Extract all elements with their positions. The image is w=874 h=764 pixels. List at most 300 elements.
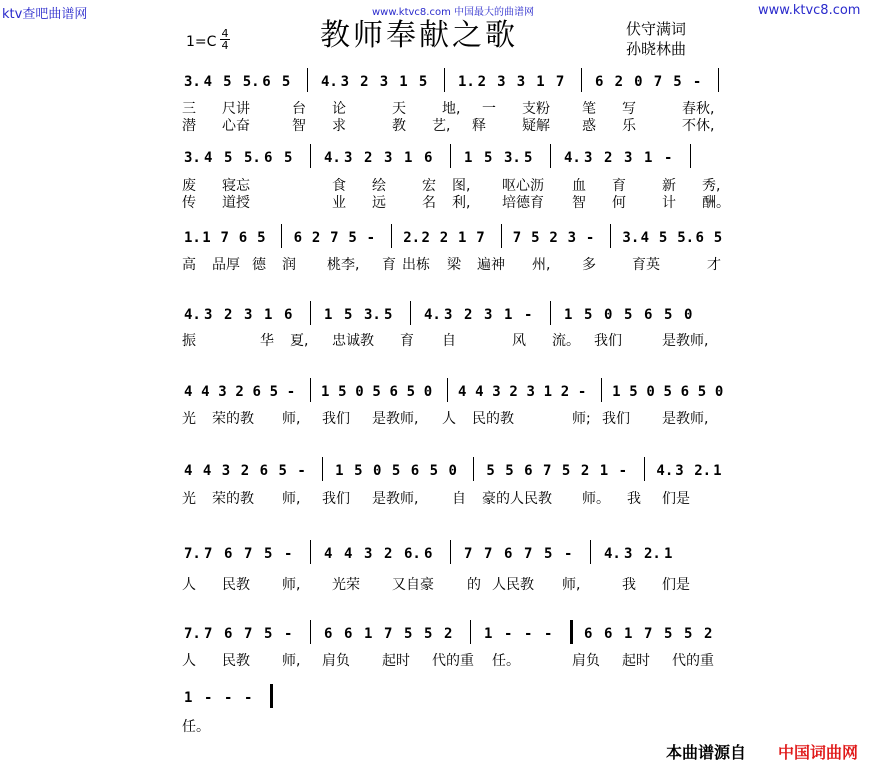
- lyric-word: 民教: [222, 653, 250, 669]
- note: -: [297, 463, 306, 479]
- note: 3: [584, 150, 593, 166]
- note: 5.: [677, 230, 695, 246]
- note: 5: [418, 74, 428, 90]
- lyric-line: [178, 716, 738, 734]
- footer-site-name: 中国词曲网: [778, 743, 859, 762]
- note: -: [577, 384, 587, 400]
- note: 3: [484, 307, 493, 323]
- lyric-word: 我们: [322, 491, 350, 507]
- note: 3: [624, 150, 633, 166]
- barline: [310, 144, 311, 168]
- note: 1: [404, 150, 413, 166]
- lyric-word: 出栋: [402, 257, 430, 273]
- note: 1: [543, 384, 553, 400]
- barline: [310, 620, 311, 644]
- note: 2: [364, 150, 373, 166]
- note: 1: [184, 690, 193, 706]
- song-title: 教师奉献之歌: [320, 18, 518, 53]
- lyric-word: 智: [572, 195, 586, 211]
- lyric-line: [178, 192, 738, 210]
- note: 7: [204, 626, 213, 642]
- lyric-word: 我们: [602, 411, 630, 427]
- lyric-word: 寝忘: [222, 178, 250, 194]
- lyric-word: 利,: [452, 195, 471, 211]
- barline: [447, 378, 448, 402]
- lyric-word: 师,: [282, 411, 301, 427]
- note: 6: [238, 230, 248, 246]
- note: 2: [360, 74, 369, 90]
- note: 7: [484, 546, 493, 562]
- note: 2: [477, 74, 486, 90]
- watermark-right: www.ktvc8.com: [758, 3, 861, 18]
- lyric-word: 春秋,: [682, 101, 715, 117]
- lyric-word: 酬。: [702, 195, 730, 211]
- lyric-line: [178, 98, 738, 116]
- note: 6: [224, 626, 233, 642]
- lyric-word: 尺讲: [222, 101, 250, 117]
- lyric-word: 艺,: [432, 118, 451, 134]
- note: 7: [524, 546, 533, 562]
- lyric-word: 肩负: [322, 653, 350, 669]
- note: 7.: [184, 626, 201, 642]
- note: 4.: [604, 546, 621, 562]
- lyric-word: 人民教: [492, 577, 534, 593]
- note: 0: [604, 307, 613, 323]
- note: 1: [536, 74, 545, 90]
- lyric-word: 代的重: [432, 653, 474, 669]
- lyric-word: 智: [292, 118, 306, 134]
- lyric-word: 食: [332, 178, 346, 194]
- note: 4.: [321, 74, 338, 90]
- note: 1.: [458, 74, 475, 90]
- barline: [581, 68, 582, 92]
- lyric-word: 远: [372, 195, 386, 211]
- lyric-word: 宏: [422, 178, 436, 194]
- lyric-word: 育: [382, 257, 396, 273]
- note: 3: [526, 384, 535, 400]
- note: 2.: [694, 463, 712, 479]
- note: 3: [444, 307, 453, 323]
- lyric-word: 求: [332, 118, 346, 134]
- note: -: [524, 626, 533, 642]
- note: 2: [444, 626, 453, 642]
- note: 1.: [184, 230, 201, 246]
- note: 3: [492, 384, 501, 400]
- lyric-word: 培德育: [502, 195, 544, 211]
- lyric-word: 任。: [182, 719, 210, 735]
- note: 3.: [504, 150, 521, 166]
- note: 5: [223, 74, 232, 90]
- note: 5: [584, 307, 593, 323]
- note: 1: [335, 463, 344, 479]
- barline: [501, 224, 502, 248]
- lyric-word: 血: [572, 178, 586, 194]
- note: 3: [624, 546, 633, 562]
- lyric-word: 笔: [582, 101, 596, 117]
- barline: [322, 457, 323, 481]
- note: 5: [269, 384, 279, 400]
- note: 5: [664, 626, 673, 642]
- lyric-word: 们是: [662, 491, 690, 507]
- note: 5: [264, 626, 273, 642]
- note: 2: [439, 230, 449, 246]
- note: 4: [475, 384, 484, 400]
- note: 4: [204, 150, 213, 166]
- note: -: [286, 384, 296, 400]
- lyric-word: 忠诚教: [332, 333, 374, 349]
- lyric-line: [178, 408, 738, 426]
- note: 2: [549, 230, 558, 246]
- note: 3: [567, 230, 577, 246]
- note: -: [224, 690, 233, 706]
- lyric-word: 夏,: [290, 333, 309, 349]
- note: 5: [354, 463, 363, 479]
- note: -: [524, 307, 533, 323]
- lyric-word: 豪的人民教: [482, 491, 552, 507]
- lyric-word: 多: [582, 257, 596, 273]
- note: 5: [384, 307, 393, 323]
- lyric-word: 荣的教: [212, 491, 254, 507]
- note: 2.: [644, 546, 661, 562]
- lyric-word: 一: [482, 101, 496, 117]
- note: 6: [695, 230, 704, 246]
- note: -: [664, 150, 673, 166]
- note: 4: [184, 463, 193, 479]
- note: 5: [284, 150, 293, 166]
- note: 3: [344, 150, 353, 166]
- note: 0: [423, 384, 433, 400]
- note: 6: [595, 74, 604, 90]
- lyric-word: 遍神: [477, 257, 505, 273]
- lyric-word: 流。: [552, 333, 580, 349]
- note: 1: [664, 546, 673, 562]
- note: 3: [364, 546, 373, 562]
- note: 6.: [404, 546, 421, 562]
- note: 5: [524, 150, 533, 166]
- note: 1: [612, 384, 621, 400]
- lyric-word: 高: [182, 257, 196, 273]
- lyric-word: 桃李,: [327, 257, 360, 273]
- note: 3: [221, 463, 231, 479]
- note: 2: [704, 626, 713, 642]
- lyric-word: 呕心沥: [502, 178, 544, 194]
- lyric-word: 光荣: [332, 577, 360, 593]
- note: 5: [624, 307, 633, 323]
- note: -: [204, 690, 213, 706]
- note: 1: [458, 230, 467, 246]
- note: 6: [252, 384, 261, 400]
- key-signature: 1=C: [186, 34, 217, 50]
- note: 5: [697, 384, 707, 400]
- note: -: [564, 546, 573, 562]
- note: 5: [391, 463, 401, 479]
- barline: [310, 540, 311, 564]
- barline: [470, 620, 471, 644]
- lyric-word: 华: [260, 333, 274, 349]
- note: 7: [653, 74, 663, 90]
- note: 5: [486, 463, 495, 479]
- lyric-word: 师。: [582, 491, 610, 507]
- note: 3: [516, 74, 526, 90]
- lyric-word: 起时: [622, 653, 650, 669]
- barline: [610, 224, 611, 248]
- lyric-word: 德: [252, 257, 266, 273]
- note: 2: [614, 74, 623, 90]
- note: 6: [524, 463, 533, 479]
- note: 5: [278, 463, 287, 479]
- lyric-word: 师,: [562, 577, 581, 593]
- barline: [444, 68, 445, 92]
- lyric-word: 不休,: [682, 118, 715, 134]
- barline: [690, 144, 691, 168]
- note: 7: [204, 546, 213, 562]
- note: 1: [504, 307, 513, 323]
- lyric-word: 们是: [662, 577, 690, 593]
- lyric-word: 梁: [447, 257, 461, 273]
- lyric-word: 论: [332, 101, 346, 117]
- note: 4: [202, 463, 212, 479]
- note: 3.: [184, 74, 201, 90]
- note: 7: [555, 74, 565, 90]
- note: 2.: [403, 230, 421, 246]
- lyric-line: [178, 650, 738, 668]
- lyric-word: 惑: [582, 118, 596, 134]
- footer-source-label: 本曲谱源自: [666, 743, 747, 762]
- note: 5: [505, 463, 514, 479]
- note: 6: [284, 307, 293, 323]
- note: 0: [646, 384, 655, 400]
- lyric-word: 我: [622, 577, 636, 593]
- composer-credit: 孙晓林曲: [626, 40, 687, 58]
- lyric-word: 新: [662, 178, 676, 194]
- lyric-word: 民教: [222, 577, 250, 593]
- notation-row: [178, 307, 738, 327]
- note: 3.: [184, 150, 201, 166]
- note: 5.: [242, 74, 260, 90]
- note: 6: [389, 384, 398, 400]
- note: 6: [424, 546, 433, 562]
- lyric-word: 荣的教: [212, 411, 254, 427]
- lyric-word: 地,: [442, 101, 461, 117]
- note: 5: [372, 384, 381, 400]
- lyric-word: 自: [442, 333, 456, 349]
- lyric-word: 师,: [282, 491, 301, 507]
- note: 2: [235, 384, 244, 400]
- lyric-word: 才: [707, 257, 721, 273]
- barline: [601, 378, 602, 402]
- lyric-line: [178, 254, 738, 272]
- note: 5: [264, 546, 273, 562]
- barline: [450, 144, 451, 168]
- barline: [450, 540, 451, 564]
- note: 2: [604, 150, 613, 166]
- lyric-word: 育: [612, 178, 626, 194]
- note: 6: [584, 626, 593, 642]
- watermark-center: www.ktvc8.com 中国最大的曲谱网: [372, 7, 535, 18]
- lyric-word: 绘: [372, 178, 386, 194]
- lyric-word: 是教师,: [662, 411, 709, 427]
- note: 7: [512, 230, 522, 246]
- note: 1: [484, 626, 493, 642]
- note: 1: [464, 150, 473, 166]
- lyric-word: 心奋: [222, 118, 250, 134]
- note: 3: [244, 307, 253, 323]
- note: 0: [684, 307, 693, 323]
- notation-row: [178, 150, 738, 170]
- lyric-word: 是教师,: [372, 411, 419, 427]
- barline: [281, 224, 282, 248]
- note: 4: [201, 384, 210, 400]
- notation-row: [178, 463, 738, 483]
- barline: [270, 684, 273, 708]
- barline: [473, 457, 474, 481]
- note: 5: [544, 546, 553, 562]
- note: 1: [624, 626, 633, 642]
- lyric-word: 写: [622, 101, 636, 117]
- note: 5: [484, 150, 493, 166]
- lyric-word: 师,: [282, 577, 301, 593]
- barline: [391, 224, 392, 248]
- note: 2: [464, 307, 473, 323]
- note: 3: [379, 74, 389, 90]
- note: 2: [421, 230, 430, 246]
- lyric-word: 三: [182, 101, 196, 117]
- lyric-word: 是教师,: [662, 333, 709, 349]
- note: 4: [640, 230, 650, 246]
- note: 5: [224, 150, 233, 166]
- barline: [410, 301, 411, 325]
- note: 6: [344, 626, 353, 642]
- note: 6: [262, 74, 271, 90]
- lyric-word: 振: [182, 333, 196, 349]
- lyric-word: 的: [467, 577, 481, 593]
- note: 5: [629, 384, 638, 400]
- lyric-word: 师,: [282, 653, 301, 669]
- notation-row: [178, 690, 738, 710]
- barline: [550, 301, 551, 325]
- barline: [307, 68, 308, 92]
- note: 1: [713, 463, 722, 479]
- lyric-word: 人: [182, 653, 196, 669]
- note: 1: [364, 626, 373, 642]
- notation-row: [178, 230, 738, 250]
- lyric-word: 计: [662, 195, 676, 211]
- note: 7: [220, 230, 229, 246]
- note: 7: [543, 463, 552, 479]
- note: 6: [424, 150, 433, 166]
- note: 5: [281, 74, 291, 90]
- note: 3: [497, 74, 506, 90]
- note: 3.: [622, 230, 640, 246]
- lyric-word: 何: [612, 195, 626, 211]
- lyric-word: 疑解: [522, 118, 550, 134]
- note: 5: [257, 230, 266, 246]
- barline: [550, 144, 551, 168]
- lyric-word: 肩负: [572, 653, 600, 669]
- note: 6: [259, 463, 269, 479]
- note: 5: [713, 230, 723, 246]
- lyric-word: 品厚: [212, 257, 240, 273]
- note: -: [284, 546, 293, 562]
- lyric-word: 乐: [622, 118, 636, 134]
- note: -: [585, 230, 595, 246]
- note: 1: [399, 74, 408, 90]
- note: 0: [448, 463, 457, 479]
- lyric-word: 道授: [222, 195, 250, 211]
- note: 5: [406, 384, 416, 400]
- lyric-word: 业: [332, 195, 346, 211]
- note: 4.: [424, 307, 441, 323]
- barline: [310, 378, 311, 402]
- note: 2: [384, 546, 393, 562]
- lyric-line: [178, 574, 738, 592]
- note: 6: [410, 463, 420, 479]
- note: 1: [202, 230, 211, 246]
- note: 6: [293, 230, 303, 246]
- barline: [644, 457, 645, 481]
- note: -: [284, 626, 293, 642]
- note: 4.: [184, 307, 201, 323]
- note: 6: [224, 546, 233, 562]
- time-signature-top: 4: [221, 27, 229, 40]
- lyric-line: [178, 115, 738, 133]
- lyric-word: 图,: [452, 178, 471, 194]
- lyric-word: 我: [627, 491, 641, 507]
- lyric-word: 我们: [594, 333, 622, 349]
- note: 5: [429, 463, 439, 479]
- note: 3: [204, 307, 213, 323]
- note: 7: [644, 626, 653, 642]
- lyric-word: 人: [182, 577, 196, 593]
- note: 2: [509, 384, 518, 400]
- note: 6: [504, 546, 513, 562]
- note: 5: [673, 74, 682, 90]
- note: 5: [561, 463, 571, 479]
- lyric-word: 台: [292, 101, 306, 117]
- lyric-line: [178, 330, 738, 348]
- note: 0: [372, 463, 382, 479]
- note: 0: [355, 384, 364, 400]
- note: 3.: [364, 307, 381, 323]
- note: 4: [184, 384, 193, 400]
- lyric-line: [178, 488, 738, 506]
- note: 4: [344, 546, 353, 562]
- lyric-word: 释: [472, 118, 486, 134]
- lyric-word: 名: [422, 195, 436, 211]
- notation-row: [178, 546, 738, 566]
- lyric-word: 支粉: [522, 101, 550, 117]
- note: 5: [531, 230, 540, 246]
- lyric-word: 潜: [182, 118, 196, 134]
- lyric-word: 风: [512, 333, 526, 349]
- note: 5.: [244, 150, 261, 166]
- barline: [310, 301, 311, 325]
- note: 3: [675, 463, 684, 479]
- note: 2: [240, 463, 250, 479]
- lyric-word: 人: [442, 411, 456, 427]
- barline: [570, 620, 573, 644]
- note: 7.: [184, 546, 201, 562]
- lyric-word: 教: [392, 118, 406, 134]
- lyric-word: 自: [452, 491, 466, 507]
- note: 5: [684, 626, 693, 642]
- note: 0: [714, 384, 724, 400]
- time-signature: [220, 28, 230, 51]
- note: 5: [658, 230, 668, 246]
- note: 5: [348, 230, 357, 246]
- note: -: [366, 230, 376, 246]
- note: -: [544, 626, 553, 642]
